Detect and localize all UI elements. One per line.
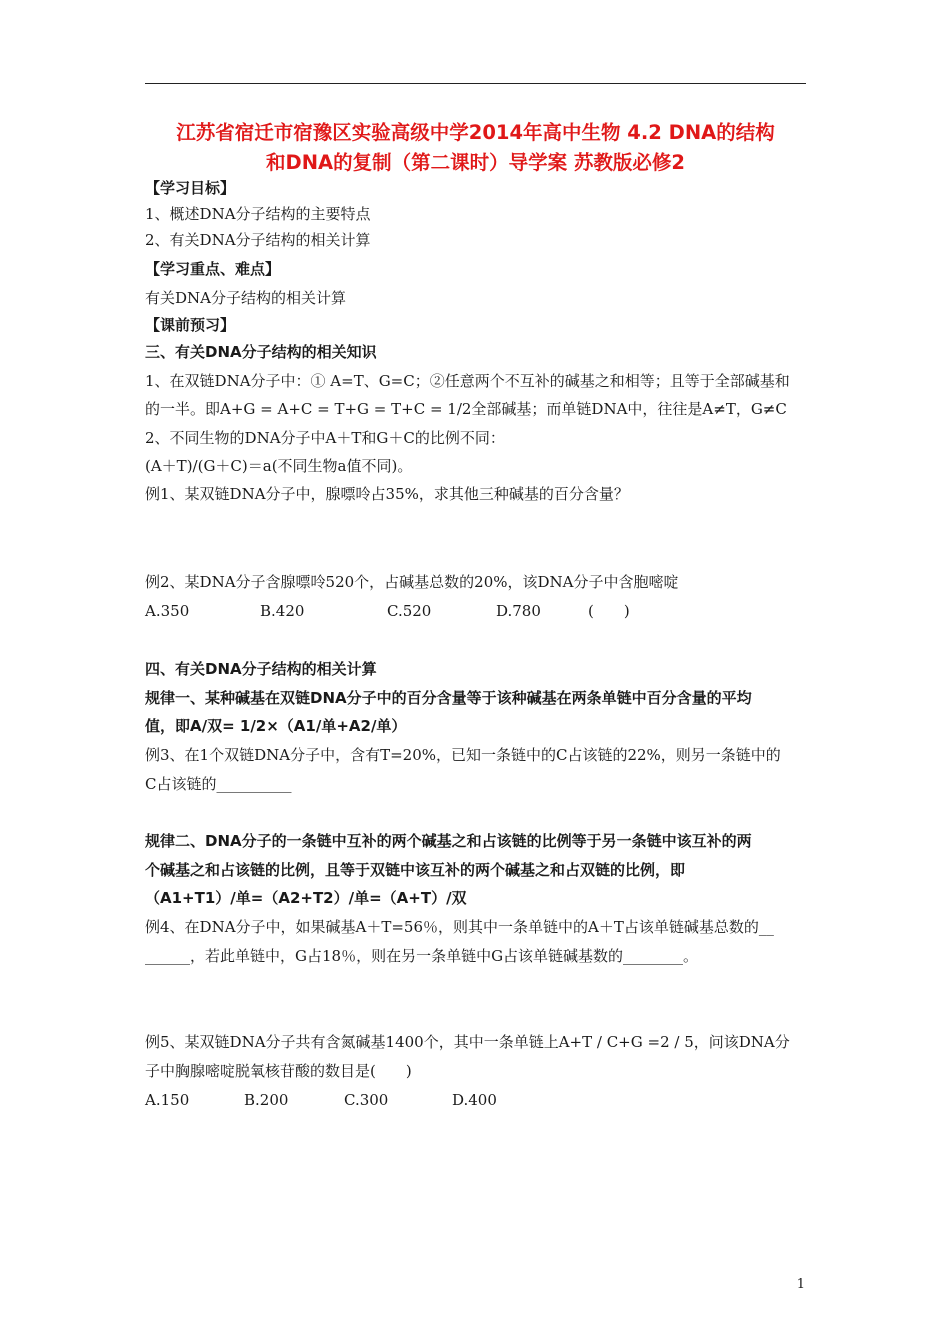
- example-5-option-b: B.200: [244, 1091, 289, 1109]
- section-3-heading: 三、有关DNA分子结构的相关知识: [145, 343, 377, 361]
- keypoints-text: 有关DNA分子结构的相关计算: [145, 289, 346, 307]
- example-2-option-c: C.520: [387, 602, 432, 620]
- keypoints-heading: 【学习重点、难点】: [145, 260, 281, 278]
- example-3-line-2: C占该链的__________: [145, 775, 292, 793]
- example-1: 例1、某双链DNA分子中，腺嘌呤占35%，求其他三种碱基的百分含量？: [145, 485, 629, 503]
- example-2: 例2、某DNA分子含腺嘌呤520个，占碱基总数的20%，该DNA分子中含胞嘧啶: [145, 573, 679, 591]
- paragraph-3: (A＋T)/(G＋C)＝a(不同生物a值不同)。: [145, 457, 413, 475]
- preview-heading: 【课前预习】: [145, 316, 236, 334]
- example-5-line-1: 例5、某双链DNA分子共有含氮碱基1400个，其中一条单链上A+T / C+G =2 / 5，问该DNA分: [145, 1033, 790, 1051]
- rule-1-line-2: 值，即A/双= 1/2×（A1/单+A2/单）: [145, 717, 407, 735]
- goal-item-2: 2、有关DNA分子结构的相关计算: [145, 231, 371, 249]
- document-title: [145, 118, 806, 178]
- example-4-line-1: 例4、在DNA分子中，如果碱基A＋T=56％，则其中一条单链中的A＋T占该单链碱基总数的__: [145, 918, 774, 936]
- example-5-option-d: D.400: [452, 1091, 497, 1109]
- header-rule: [145, 83, 806, 84]
- example-5-line-2: 子中胸腺嘧啶脱氧核苷酸的数目是( ): [145, 1062, 412, 1080]
- example-2-option-b: B.420: [260, 602, 305, 620]
- paragraph-2: 2、不同生物的DNA分子中A＋T和G＋C的比例不同：: [145, 429, 505, 447]
- title-line-2: 和DNA的复制（第二课时）导学案 苏教版必修2: [266, 151, 685, 174]
- example-5-option-c: C.300: [344, 1091, 389, 1109]
- page-number: 1: [796, 1277, 805, 1292]
- title-line-1: 江苏省宿迁市宿豫区实验高级中学2014年高中生物 4.2 DNA的结构: [176, 121, 775, 144]
- goal-item-1: 1、概述DNA分子结构的主要特点: [145, 205, 371, 223]
- example-2-option-a: A.350: [145, 602, 190, 620]
- example-2-answer-blank: ( ): [588, 602, 630, 620]
- rule-2-line-3: （A1+T1）/单=（A2+T2）/单=（A+T）/双: [145, 889, 467, 907]
- rule-2-line-1: 规律二、DNA分子的一条链中互补的两个碱基之和占该链的比例等于另一条链中该互补的两: [145, 832, 752, 850]
- example-3-line-1: 例3、在1个双链DNA分子中，含有T=20%，已知一条链中的C占该链的22%，则另一条链中的: [145, 746, 781, 764]
- rule-2-line-2: 个碱基之和占该链的比例，且等于双链中该互补的两个碱基之和占双链的比例，即: [145, 861, 686, 879]
- paragraph-1-line-2: 的一半。即A+G = A+C = T+G = T+C = 1/2全部碱基；而单链DNA中，往往是A≠T，G≠C: [145, 400, 787, 418]
- example-4-line-2: ______，若此单链中，G占18％，则在另一条单链中G占该单链碱基数的________。: [145, 947, 699, 965]
- rule-1-line-1: 规律一、某种碱基在双链DNA分子中的百分含量等于该种碱基在两条单链中百分含量的平均: [145, 689, 752, 707]
- paragraph-1-line-1: 1、在双链DNA分子中：① A=T、G=C；②任意两个不互补的碱基之和相等；且等于全部碱基和: [145, 372, 790, 390]
- example-2-option-d: D.780: [496, 602, 541, 620]
- section-4-heading: 四、有关DNA分子结构的相关计算: [145, 660, 377, 678]
- goals-heading: 【学习目标】: [145, 179, 236, 197]
- example-5-option-a: A.150: [145, 1091, 190, 1109]
